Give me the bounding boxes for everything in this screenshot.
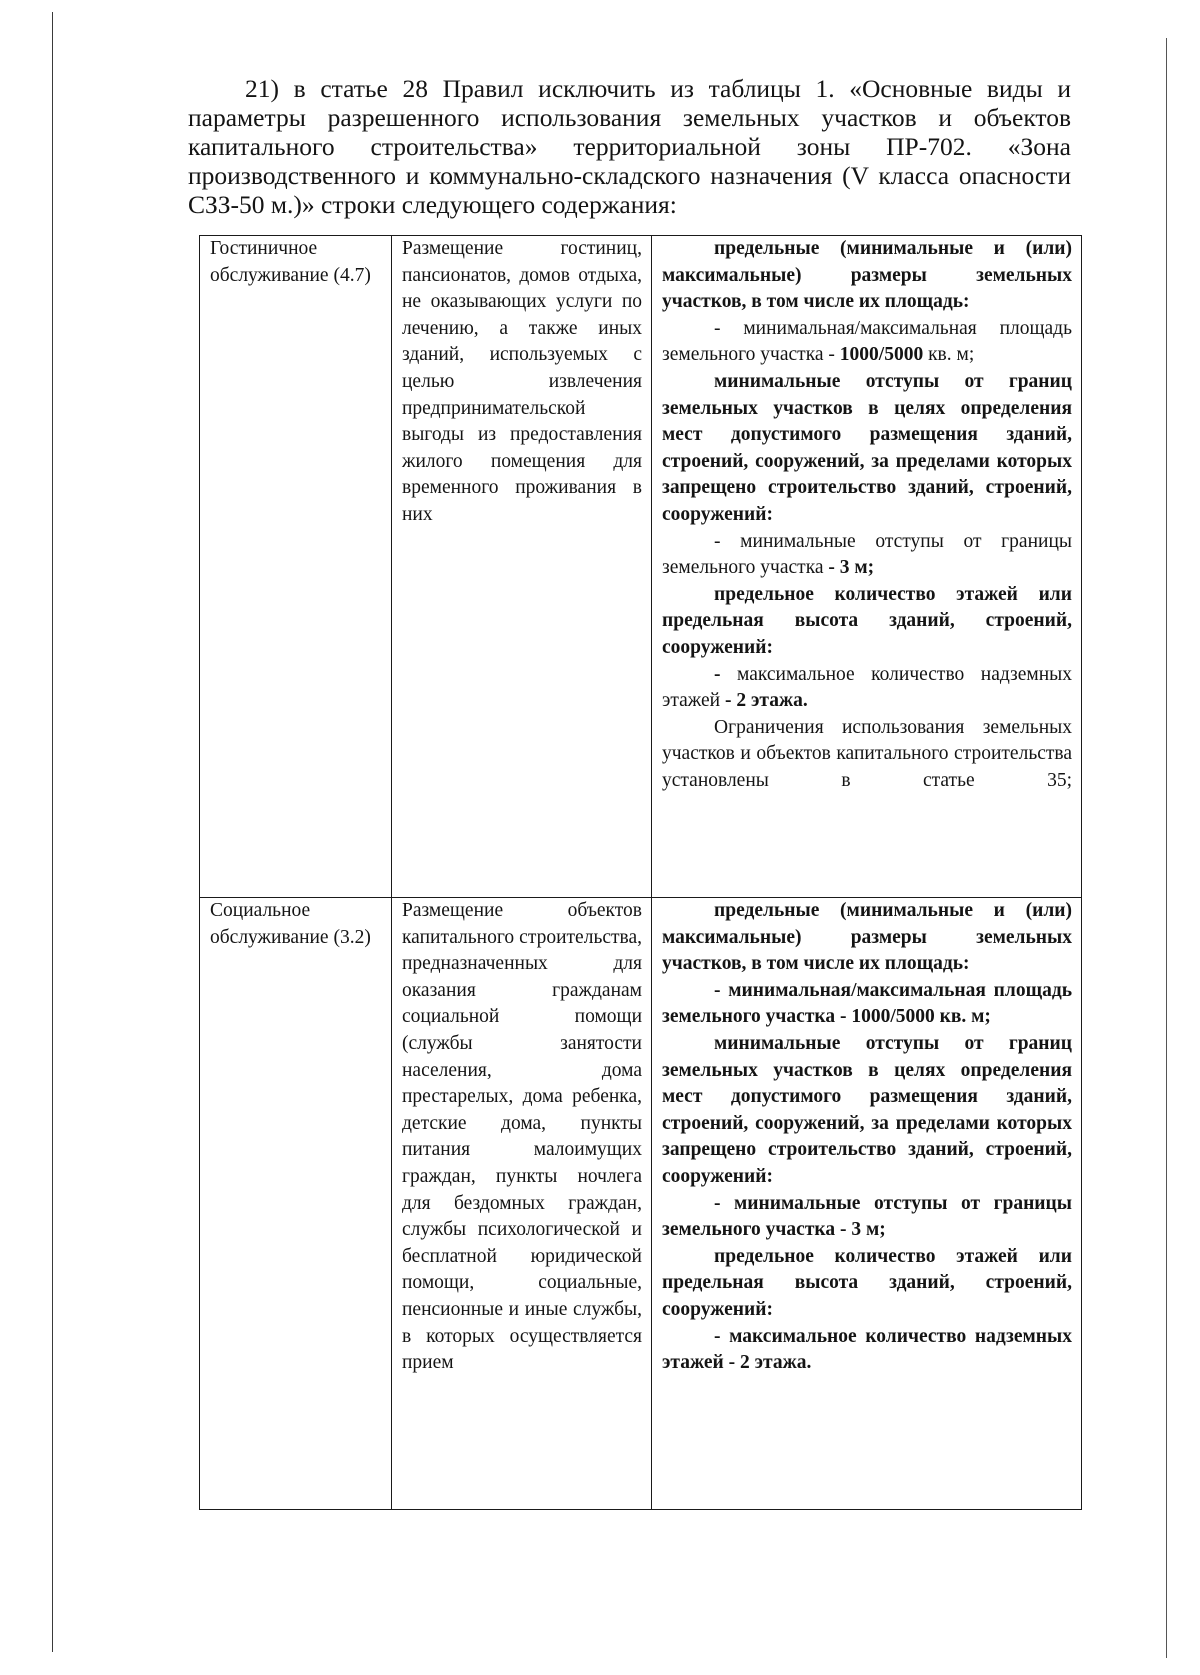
- param-heading-sizes: предельные (минимальные и (или) максимальные) размеры земельных участков, в том числе их площадь:: [662, 900, 1072, 975]
- param-heading-setbacks: минимальные отступы от границ земельных участков в целях определения мест допустимого размещения зданий, строений, сооружений, за пределами которых запрещено строительство зданий, строений, сооружений:: [662, 1032, 1072, 1187]
- param-area: [662, 316, 1072, 369]
- param-area-unit: кв. м;: [923, 344, 975, 366]
- use-type-parameters: [652, 236, 1082, 898]
- table-row: [200, 236, 1082, 898]
- param-setback-text: - минимальные отступы от границы земельного участка: [662, 530, 1072, 579]
- param-setback-value: - 3 м;: [828, 557, 875, 579]
- param-floors-dash: -: [714, 663, 737, 685]
- param-heading-floors: предельное количество этажей или предельная высота зданий, строений, сооружений:: [662, 583, 1072, 658]
- intro-paragraph: 21) в статье 28 Правил исключить из таблицы 1. «Основные виды и параметры разрешенного использования земельных участков и объектов капитального строительства» территориальной зоны ПР-702. «Зона производственного и коммунально-складского назначения (V класса опасности СЗЗ-50 м.)» строки следующего содержания:: [188, 74, 1071, 219]
- param-heading-sizes: предельные (минимальные и (или) максимальные) размеры земельных участков, в том числе их площадь:: [662, 238, 1072, 313]
- use-type-name: Гостиничное обслуживание (4.7): [200, 236, 392, 898]
- param-area-text: - минимальная/максимальная площадь земельного участка -: [662, 317, 1072, 366]
- rules-table: [199, 235, 1082, 1510]
- scan-edge-right: [1166, 38, 1167, 1658]
- param-area-value: 1000/5000: [839, 344, 924, 366]
- use-type-description: Размещение гостиниц, пансионатов, домов отдыха, не оказывающих услуги по лечению, а также иных зданий, используемых с целью извлечения предпринимательской выгоды из предоставления жилого помещения для временного проживания в них: [392, 236, 652, 898]
- param-area: - минимальная/максимальная площадь земельного участка - 1000/5000 кв. м;: [662, 979, 1072, 1028]
- use-type-parameters: [652, 898, 1082, 1510]
- param-setback: [662, 529, 1072, 582]
- param-restrictions: Ограничения использования земельных участков и объектов капитального строительства установлены в статье 35;: [662, 716, 1072, 791]
- param-setback: - минимальные отступы от границы земельного участка - 3 м;: [662, 1192, 1072, 1241]
- param-floors: - максимальное количество надземных этажей - 2 этажа.: [662, 1325, 1072, 1374]
- param-floors: [662, 662, 1072, 715]
- use-type-name: Социальное обслуживание (3.2): [200, 898, 392, 1510]
- param-heading-setbacks: минимальные отступы от границ земельных участков в целях определения мест допустимого размещения зданий, строений, сооружений, за пределами которых запрещено строительство зданий, строений, сооружений:: [662, 370, 1072, 525]
- table-row: [200, 898, 1082, 1510]
- scan-edge-left: [52, 12, 53, 1652]
- param-floors-value: - 2 этажа.: [724, 690, 808, 712]
- param-floors-text: максимальное количество надземных этажей: [662, 663, 1072, 712]
- use-type-description: Размещение объектов капитального строительства, предназначенных для оказания гражданам социальной помощи (службы занятости населения, дома престарелых, дома ребенка, детские дома, пункты питания малоимущих граждан, пункты ночлега для бездомных граждан, службы психологической и бесплатной юридической помощи, социальные, пенсионные и иные службы, в которых осуществляется прием: [392, 898, 652, 1510]
- param-heading-floors: предельное количество этажей или предельная высота зданий, строений, сооружений:: [662, 1245, 1072, 1320]
